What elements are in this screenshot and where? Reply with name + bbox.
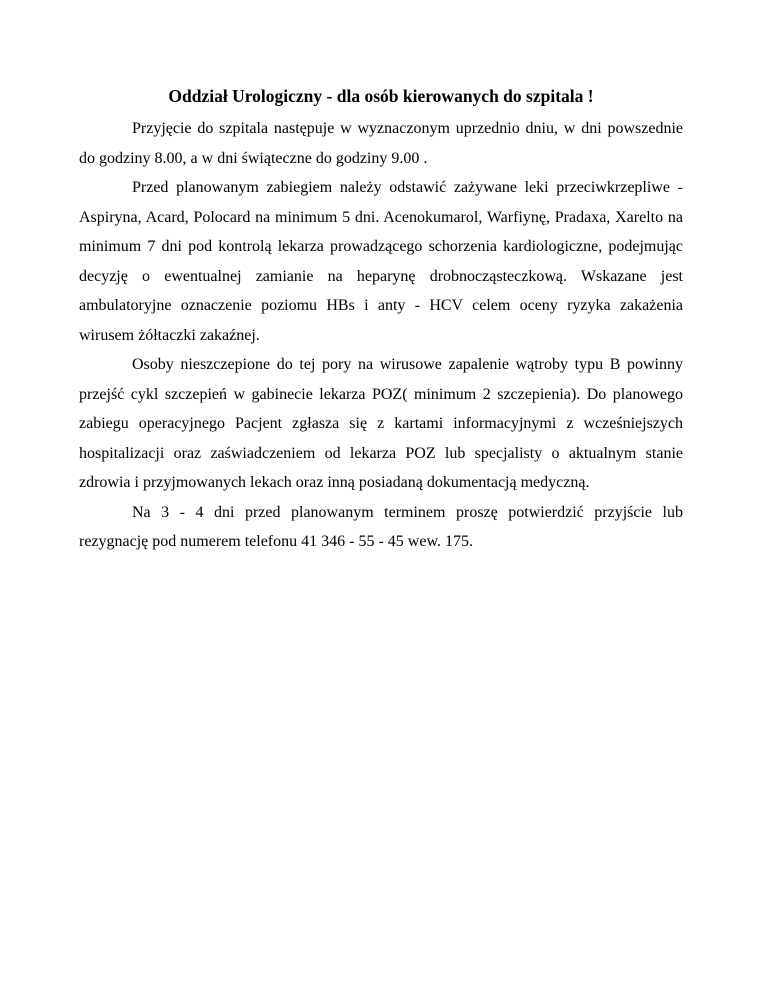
paragraph-anticoagulants: Przed planowanym zabiegiem należy odstawić zażywane leki przeciwkrzepliwe - Aspiryna, Acard, Polocard na minimum 5 dni. Acenokumarol, Warfiynę, Pradaxa, Xarelto na minimum 7 dni pod kontrolą lekarza prowadzącego schorzenia kardiologiczne, podejmując decyzję o ewentualnej zamianie na heparynę drobnocząsteczkową. Wskazane jest ambulatoryjne oznaczenie poziomu HBs i anty - HCV celem oceny ryzyka zakażenia wirusem żółtaczki zakaźnej.	[79, 179, 683, 344]
paragraph-admission-time: Przyjęcie do szpitala następuje w wyznaczonym uprzednio dniu, w dni powszednie do godziny 8.00, a w dni świąteczne do godziny 9.00 .	[79, 120, 683, 167]
paragraph-confirmation-phone: Na 3 - 4 dni przed planowanym terminem proszę potwierdzić przyjście lub rezygnację pod numerem telefonu 41 346 - 55 - 45 wew. 175.	[79, 503, 683, 550]
document-title: Oddział Urologiczny - dla osób kierowanych do szpitala !	[168, 86, 594, 106]
paragraph-vaccination-documents: Osoby nieszczepione do tej pory na wirusowe zapalenie wątroby typu B powinny przejść cykl szczepień w gabinecie lekarza POZ( minimum 2 szczepienia). Do planowego zabiegu operacyjnego Pacjent zgłasza się z kartami informacyjnymi z wcześniejszych hospitalizacji oraz zaświadczeniem od lekarza POZ lub specjalisty o aktualnym stanie zdrowia i przyjmowanych lekach oraz inną posiadaną dokumentacją medyczną.	[79, 356, 683, 491]
document-page	[79, 84, 683, 557]
